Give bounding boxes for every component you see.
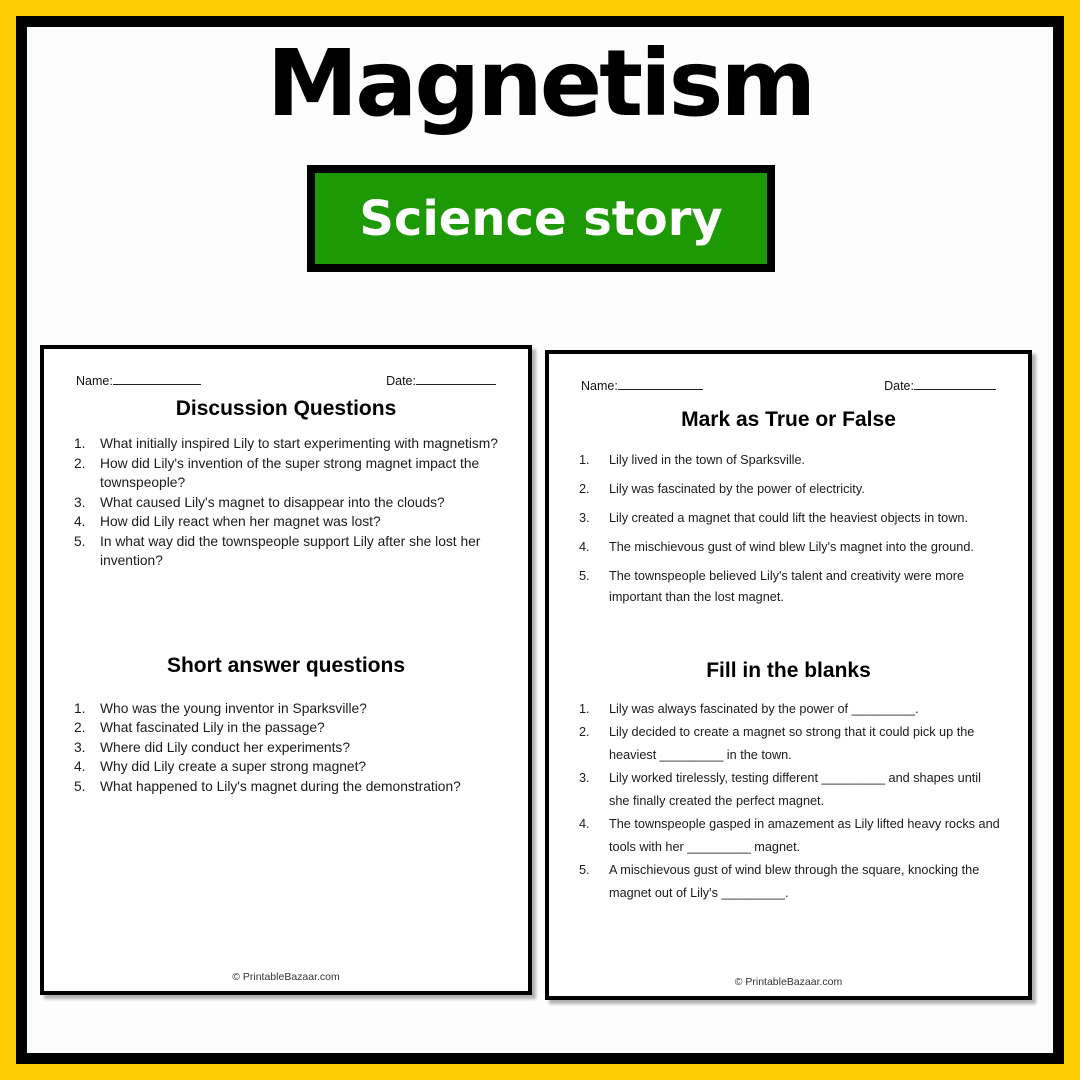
date-blank-line (914, 378, 996, 390)
question-number: 4. (579, 817, 590, 831)
question-number: 5. (74, 533, 86, 549)
subtitle-text: Science story (359, 190, 723, 247)
section-heading-true-false: Mark as True or False (681, 408, 896, 431)
question-text: In what way did the townspeople support Lily after she lost her invention? (100, 533, 481, 568)
question-number: 3. (74, 739, 86, 755)
question-item (579, 479, 1002, 500)
question-item (579, 767, 1002, 813)
page-footer: © PrintableBazaar.com (232, 971, 340, 983)
question-item (74, 757, 502, 777)
question-number: 3. (579, 511, 590, 525)
question-number: 1. (74, 436, 86, 451)
question-number: 4. (74, 514, 86, 529)
date-field (884, 378, 996, 393)
question-text: The townspeople believed Lily's talent and creativity were more important than the lost magnet. (609, 569, 965, 604)
question-item (74, 718, 502, 738)
name-blank-line (113, 373, 201, 385)
question-number: 1. (579, 453, 590, 467)
question-text: A mischievous gust of wind blew through the square, knocking the magnet out of Lily's _________. (609, 863, 980, 900)
question-item (579, 721, 1002, 767)
question-text: What initially inspired Lily to start experimenting with magnetism? (100, 436, 498, 451)
question-number: 2. (579, 725, 590, 739)
question-item (74, 699, 502, 719)
question-item (74, 532, 502, 571)
short-answer-question-list (44, 699, 528, 797)
name-date-row (44, 349, 528, 388)
question-number: 5. (74, 778, 86, 794)
question-text: Lily was fascinated by the power of electricity. (609, 482, 865, 496)
question-number: 1. (74, 700, 86, 716)
question-text: What caused Lily's magnet to disappear into the clouds? (100, 494, 445, 510)
question-text: Lily lived in the town of Sparksville. (609, 453, 806, 467)
question-number: 3. (579, 771, 590, 785)
date-label: Date: (386, 374, 416, 388)
name-field (76, 373, 201, 388)
worksheet-title: Magnetism (266, 30, 814, 137)
question-item (74, 493, 502, 513)
question-item (579, 450, 1002, 471)
question-text: What fascinated Lily in the passage? (100, 720, 325, 735)
question-item (579, 813, 1002, 859)
question-item (74, 434, 502, 454)
name-blank-line (618, 378, 703, 390)
question-item (74, 738, 502, 758)
section-heading-short-answer: Short answer questions (166, 653, 406, 677)
name-field (581, 378, 703, 393)
fill-blanks-list (549, 698, 1028, 905)
question-number: 2. (74, 455, 86, 471)
question-number: 2. (74, 720, 86, 735)
question-text: The townspeople gasped in amazement as Lily lifted heavy rocks and tools with her _________ magnet. (609, 817, 1000, 854)
question-number: 2. (579, 482, 590, 496)
question-item (579, 698, 1002, 721)
section-heading-discussion: Discussion Questions (175, 397, 397, 420)
question-item (579, 859, 1002, 905)
page-footer: © PrintableBazaar.com (734, 976, 843, 988)
question-text: How did Lily's invention of the super strong magnet impact the townspeople? (100, 455, 480, 490)
question-text: The mischievous gust of wind blew Lily's magnet into the ground. (609, 540, 974, 554)
subtitle-banner (307, 165, 775, 272)
question-text: Lily was always fascinated by the power of _________. (609, 702, 919, 716)
date-field (386, 373, 496, 388)
question-item (579, 566, 1002, 608)
question-text: What happened to Lily's magnet during the demonstration? (100, 778, 461, 794)
question-number: 5. (579, 863, 590, 877)
name-label: Name: (581, 379, 618, 393)
question-number: 4. (74, 759, 86, 774)
name-label: Name: (76, 374, 113, 388)
discussion-question-list (44, 434, 528, 571)
question-number: 1. (579, 702, 590, 716)
worksheet-page-left (40, 345, 532, 995)
question-text: Who was the young inventor in Sparksville? (100, 700, 367, 716)
question-number: 4. (579, 540, 590, 554)
worksheet-page-right (545, 350, 1032, 1000)
date-blank-line (416, 373, 496, 385)
question-item (74, 512, 502, 532)
question-item (74, 777, 502, 797)
true-false-list (549, 450, 1028, 608)
question-number: 3. (74, 494, 86, 510)
date-label: Date: (884, 379, 914, 393)
question-text: Lily decided to create a magnet so strong that it could pick up the heaviest _________ in the town. (609, 725, 975, 762)
question-item (579, 508, 1002, 529)
question-text: How did Lily react when her magnet was lost? (100, 514, 381, 529)
section-heading-fill-blanks: Fill in the blanks (706, 659, 871, 682)
question-text: Lily created a magnet that could lift the heaviest objects in town. (609, 511, 968, 525)
question-text: Why did Lily create a super strong magnet? (100, 759, 367, 774)
question-text: Where did Lily conduct her experiments? (100, 739, 351, 755)
question-text: Lily worked tirelessly, testing different _________ and shapes until she finally created the perfect magnet. (609, 771, 981, 808)
name-date-row (549, 354, 1028, 393)
question-number: 5. (579, 569, 590, 583)
question-item (74, 454, 502, 493)
question-item (579, 537, 1002, 558)
